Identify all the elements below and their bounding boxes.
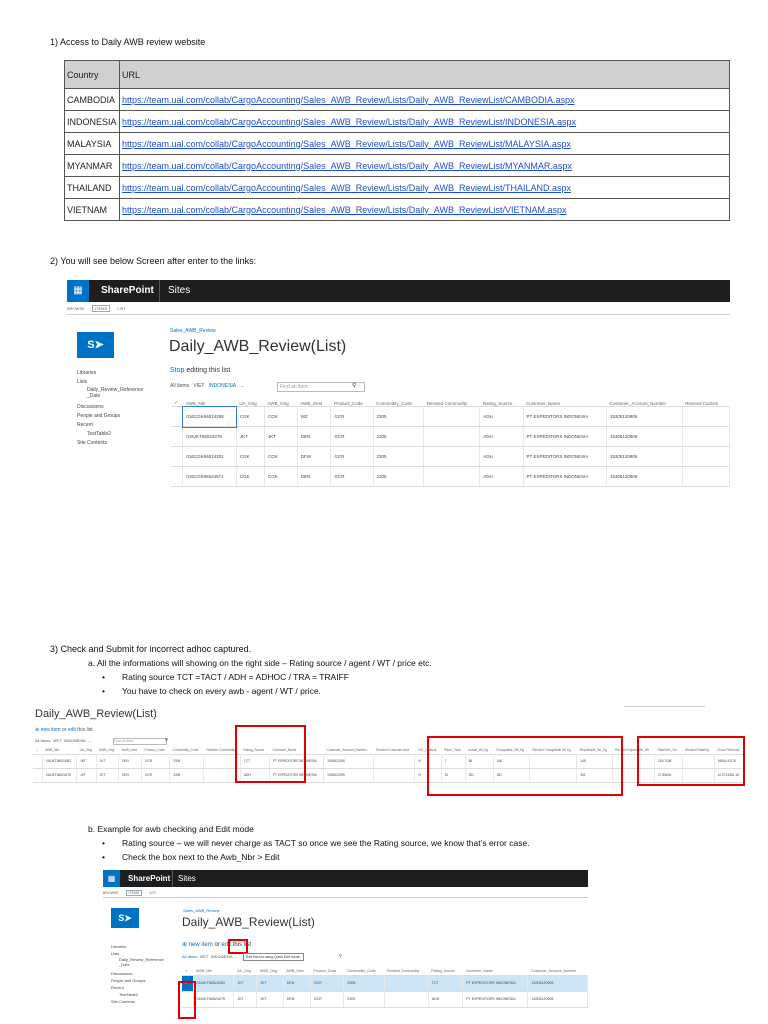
nav-item-site-contents[interactable]: Site Contents (77, 440, 108, 446)
nav-item-testtable2[interactable]: TestTable2 (119, 992, 139, 997)
table-cell: 68 (465, 754, 493, 768)
url-cell (120, 177, 730, 199)
column-header[interactable]: Revised Reportable_Wt (615, 747, 649, 752)
view-viet[interactable]: VIET (193, 383, 205, 389)
search-icon[interactable]: ⚲ (352, 383, 357, 389)
nav-item-recent[interactable]: Recent (77, 422, 93, 428)
country-cell: CAMBODIA (65, 89, 120, 111)
table-cell: DFW (297, 447, 331, 467)
new-item-link[interactable]: new item (188, 942, 213, 948)
table-cell: CGK (236, 447, 264, 467)
table-cell: 148 (493, 754, 529, 768)
table-row[interactable] (171, 447, 730, 467)
table-cell: TCT (240, 754, 269, 768)
nav-item-lists[interactable]: Lists (111, 951, 120, 956)
or-text: or (62, 727, 67, 733)
table-row (65, 155, 730, 177)
breadcrumb[interactable]: Sales_AWB_Review (170, 328, 216, 334)
highlight-rating-source (235, 725, 306, 783)
new-item-icon[interactable]: ⊕ (182, 942, 188, 948)
table-cell: CGK (236, 467, 264, 487)
nav-item-people-and-groups[interactable]: People and Groups (77, 413, 121, 419)
step-2-text: 2) You will see below Screen after enter to the links: (50, 256, 257, 266)
edit-tooltip: Edit this list using Quick Edit mode. (243, 953, 304, 961)
step-3b-text: b. Example for awb checking and Edit mode (88, 824, 254, 834)
table-cell: GCR (331, 447, 373, 467)
highlight-checkbox (178, 981, 196, 1019)
country-cell: THAILAND (65, 177, 120, 199)
table-cell: JKT (236, 427, 264, 447)
table-cell: 27.86604 (654, 768, 682, 782)
table-cell: 361 (493, 768, 529, 782)
column-header[interactable]: Revised Commodity (426, 400, 468, 406)
column-header[interactable]: Commodity_Code (172, 747, 199, 752)
table-cell (424, 407, 480, 427)
column-header[interactable]: Piece_Total (444, 747, 461, 752)
column-header[interactable]: Rating_Source (431, 968, 456, 973)
table-row (65, 133, 730, 155)
column-header[interactable]: Customer_Name (465, 968, 493, 973)
column-header[interactable]: AWB_Dest (286, 968, 304, 973)
column-header[interactable]: UA_Orig (236, 968, 251, 973)
table-cell: DEN (297, 467, 331, 487)
new-item-icon[interactable]: ⊕ (35, 727, 40, 733)
column-header[interactable]: AWB_Orig (99, 747, 115, 752)
column-header[interactable]: Rate/Kilo_Chr (657, 747, 678, 752)
column-header[interactable]: Commodity_Code (376, 400, 413, 406)
column-header[interactable]: Revised Custom (685, 400, 719, 406)
column-header[interactable]: Revised Commodity (206, 747, 235, 752)
view-selector (182, 954, 238, 959)
table-row[interactable] (171, 407, 730, 427)
nav-item-site-contents[interactable]: Site Contents (111, 999, 136, 1004)
country-cell: MYANMAR (65, 155, 120, 177)
row-checkbox[interactable]: ✓ (182, 975, 193, 991)
nav-item-libraries[interactable]: Libraries (111, 944, 127, 949)
column-header[interactable]: Product_Code (313, 968, 337, 973)
edit-link[interactable]: edit (221, 942, 232, 948)
table-cell: 2305 (170, 754, 204, 768)
table-cell: 2305 (373, 427, 424, 447)
url-link[interactable]: https://team.ual.com/collab/CargoAccounting/Sales_AWB_Review/Lists/Daily_AWB_ReviewList/CAMBODIA.aspx (122, 94, 575, 105)
table-row[interactable] (171, 427, 730, 447)
select-all-checkbox[interactable]: ✓ (185, 968, 189, 973)
table-cell (424, 427, 480, 447)
nav-item-daily-review-reference[interactable]: Daily_Review_Reference _Date (87, 387, 144, 399)
table-cell: GCR (310, 991, 344, 1007)
table-cell: PT EXPEDITORS INDONESIA (523, 467, 606, 487)
url-cell (120, 89, 730, 111)
table-header-url: URL (120, 61, 730, 89)
step-3b-bullet-2: • Check the box next to the Awb_Nbr > Edit (122, 852, 279, 862)
table-cell: GCR (142, 754, 170, 768)
table-cell: N (415, 768, 441, 782)
table-cell: DEN (119, 768, 142, 782)
table-cell: DEN (283, 991, 310, 1007)
table-cell: 361 (577, 768, 612, 782)
table-cell: 15305120906 (606, 407, 682, 427)
table-cell: DEN (119, 754, 142, 768)
new-item-bar (35, 727, 93, 733)
this-list-text: this list (232, 942, 252, 948)
highlight-edit-link (228, 939, 248, 954)
url-cell (120, 199, 730, 221)
step-3a-bullet-1: • Rating source TCT =TACT / ADH = ADHOC / TRA = TRAIFF (122, 672, 349, 682)
row-checkbox[interactable] (171, 407, 183, 427)
column-header[interactable]: Customer_Account_Number (326, 747, 367, 752)
url-link[interactable]: https://team.ual.com/collab/CargoAccounting/Sales_AWB_Review/Lists/Daily_AWB_ReviewList/MYANMAR.aspx (122, 160, 572, 171)
sites-link[interactable]: Sites (178, 874, 196, 883)
table-cell: JKT (96, 754, 118, 768)
table-cell: GCR (331, 407, 373, 427)
stop-editing-text: editing this list (184, 367, 231, 374)
step-3-text: 3) Check and Submit for incorrect adhoc captured. (50, 644, 252, 654)
table-cell: 15305120906 (528, 991, 588, 1007)
table-cell: PT EXPEDITORS INDONESIA (269, 768, 323, 782)
ribbon-tab-items[interactable]: ITEMS (126, 890, 143, 896)
table-cell: 016CGK66524301 (183, 447, 237, 467)
ribbon-tab-browse[interactable]: BROWSE (103, 891, 119, 895)
table-row (65, 111, 730, 133)
column-header[interactable]: AWB_Dest (121, 747, 138, 752)
country-url-table (64, 60, 730, 221)
view-viet[interactable]: VIET (199, 954, 209, 959)
table-cell: GCR (142, 768, 170, 782)
step-3a-bullet-2: • You have to check on every awb - agent / WT / price. (122, 686, 321, 696)
url-cell (120, 111, 730, 133)
nav-item-lists[interactable]: Lists (77, 379, 88, 385)
table-cell: ADH (480, 427, 523, 447)
table-cell: 016JKT66524275 (42, 768, 76, 782)
url-link[interactable]: https://team.ual.com/collab/CargoAccounting/Sales_AWB_Review/Lists/Daily_AWB_ReviewList/MALAYSIA.aspx (122, 138, 571, 149)
row-checkbox[interactable] (33, 768, 42, 782)
table-cell: JKT (257, 991, 283, 1007)
view-viet[interactable]: VIET (52, 738, 62, 743)
table-cell: 15305120906 (606, 467, 682, 487)
table-row[interactable] (171, 467, 730, 487)
column-header[interactable]: Customer_Account_Number (530, 968, 577, 973)
table-cell: CGK (265, 467, 298, 487)
table-cell (424, 467, 480, 487)
view-indonesia[interactable]: INDONESIA (208, 383, 237, 389)
table-cell: 1530512090 (324, 768, 373, 782)
nav-item-discussions[interactable]: Discussions (111, 971, 133, 976)
sites-link[interactable]: Sites (168, 285, 191, 296)
table-cell: CGK (236, 407, 264, 427)
list-grid (182, 967, 588, 1008)
quick-launch-nav (77, 369, 157, 448)
ribbon-tab-items[interactable]: ITEMS (92, 305, 110, 312)
nav-item-discussions[interactable]: Discussions (77, 404, 104, 410)
page-title: Daily_AWB_Review(List) (182, 915, 315, 929)
search-icon[interactable]: ⚲ (339, 953, 342, 958)
table-cell: DEN (283, 975, 310, 991)
table-cell: 016JKT66524283 (42, 754, 76, 768)
table-cell: 2305 (344, 991, 384, 1007)
table-cell: 15305120906 (606, 427, 682, 447)
url-link[interactable]: https://team.ual.com/collab/CargoAccounting/Sales_AWB_Review/Lists/Daily_AWB_ReviewList/INDONESIA.aspx (122, 116, 577, 127)
table-header-country: Country (65, 61, 120, 89)
column-header[interactable]: AWB_Dest (300, 400, 323, 406)
table-cell: 016JKT66524275 (193, 991, 234, 1007)
table-cell: 16804.41176 (714, 754, 744, 768)
row-checkbox[interactable] (171, 467, 183, 487)
table-cell: JKT (257, 975, 283, 991)
row-checkbox[interactable] (171, 447, 183, 467)
table-cell: ADH (480, 447, 523, 467)
country-cell: INDONESIA (65, 111, 120, 133)
column-header[interactable]: AWB_Nbr (45, 747, 60, 752)
page-title: Daily_AWB_Review(List) (169, 338, 347, 355)
column-header[interactable]: AWB_Nbr (196, 968, 212, 973)
table-cell: 301 (465, 768, 493, 782)
table-cell: 016JKT66524275 (183, 427, 237, 447)
table-cell: GCR (331, 427, 373, 447)
page-title: Daily_AWB_Review(List) (35, 708, 157, 720)
view-selector (170, 383, 245, 389)
column-header[interactable]: Revised Rate/Kg (685, 747, 710, 752)
breadcrumb[interactable]: Sales_AWB_Review (183, 908, 220, 913)
url-cell (120, 155, 730, 177)
column-header[interactable]: AWB_Nbr (185, 400, 206, 406)
suite-bar (103, 870, 588, 887)
table-cell (682, 407, 729, 427)
table-row (65, 177, 730, 199)
stop-editing-link[interactable]: Stop (170, 367, 185, 374)
table-cell: ADH (480, 467, 523, 487)
column-header[interactable]: AWB_Orig (259, 968, 277, 973)
column-header[interactable]: Commodity_Code (346, 968, 376, 973)
nav-item-libraries[interactable]: Libraries (77, 370, 97, 376)
column-header[interactable]: Revised Commodity (387, 968, 420, 973)
ribbon-tab-browse[interactable]: BROWSE (67, 306, 85, 311)
row-checkbox[interactable] (33, 754, 42, 768)
view-all-items[interactable]: All Items (35, 738, 51, 743)
app-launcher-icon[interactable]: ▦ (67, 280, 89, 302)
site-logo-icon: S➤ (111, 908, 139, 928)
view-more[interactable]: ... (240, 383, 245, 389)
table-cell: ADH (428, 991, 462, 1007)
ribbon-tabs (103, 889, 588, 898)
nav-item-people-and-groups[interactable]: People and Groups (111, 978, 146, 983)
quick-launch-nav (111, 943, 179, 1005)
table-cell: ADH (480, 407, 523, 427)
view-selector (35, 738, 91, 743)
table-cell: CGK (265, 447, 298, 467)
table-row[interactable] (182, 991, 588, 1007)
sharepoint-screenshot-1 (67, 280, 730, 510)
column-header[interactable]: UA_Orig (239, 400, 257, 406)
table-cell: 2305 (170, 768, 204, 782)
view-more[interactable]: ... (234, 954, 239, 959)
column-header[interactable]: Rating_Source (243, 747, 265, 752)
table-cell: 18.07108 (654, 754, 682, 768)
table-cell: 32 (441, 768, 465, 782)
new-item-link[interactable]: new item (40, 727, 61, 733)
column-header[interactable]: Customer_Name (526, 400, 561, 406)
table-cell: GCR (331, 467, 373, 487)
sharepoint-screenshot-3 (103, 870, 588, 1024)
highlight-rates (637, 736, 745, 786)
column-header[interactable]: UA_Orig (79, 747, 92, 752)
row-checkbox[interactable] (171, 427, 183, 447)
table-cell: 148 (577, 754, 612, 768)
table-cell: WZ (297, 407, 331, 427)
table-cell (424, 447, 480, 467)
suite-bar (67, 280, 730, 302)
search-icon[interactable]: ⚲ (165, 737, 168, 742)
highlight-weights (427, 736, 623, 796)
ribbon-tabs (67, 304, 730, 315)
column-header[interactable]: Gross Revenue (717, 747, 740, 752)
ribbon-tab-list[interactable]: LIST (117, 306, 126, 311)
stop-editing-notice (170, 367, 230, 374)
table-cell: 15305120906 (606, 447, 682, 467)
table-cell: GCR (310, 975, 344, 991)
step-3b-bullet-1: • Rating source – we will never charge as TACT so once we see the Rating source, we know that’s error case. (122, 838, 530, 848)
column-header[interactable]: ICS_Loadcnt (417, 747, 437, 752)
list-grid (171, 400, 730, 487)
table-cell: 016CGK66524288 (183, 407, 237, 427)
table-cell (682, 447, 729, 467)
country-cell: MALAYSIA (65, 133, 120, 155)
column-header[interactable]: Product_Code (144, 747, 165, 752)
table-cell: JKT (77, 768, 97, 782)
table-cell: PT EXPEDITORS INDONESIA (523, 407, 606, 427)
table-cell (373, 754, 415, 768)
this-list-text: this list (77, 727, 93, 733)
table-cell: ADH (240, 768, 269, 782)
table-cell: JKT (234, 991, 257, 1007)
table-cell: CGK (265, 407, 298, 427)
column-header[interactable]: Revised Chargeable Wt Kg (532, 747, 571, 752)
app-launcher-icon[interactable]: ▦ (103, 870, 120, 887)
view-indonesia[interactable]: INDONESIA (210, 954, 233, 959)
column-header[interactable]: Actual_Wt_Kg (468, 747, 489, 752)
column-header[interactable]: Revised Customer Acct (376, 747, 410, 752)
table-cell: PT EXPEDITORS INDONESIA (523, 447, 606, 467)
nav-item-recent[interactable]: Recent (111, 985, 124, 990)
nav-item-daily-review-reference[interactable]: Daily_Review_Reference _Date (119, 957, 164, 967)
table-cell: 1530512090 (324, 754, 373, 768)
country-cell: VIETNAM (65, 199, 120, 221)
table-cell (682, 467, 729, 487)
table-cell: 15305120906 (528, 975, 588, 991)
table-cell: JKT (77, 754, 97, 768)
table-row (65, 199, 730, 221)
table-row (65, 89, 730, 111)
table-cell: JKT (234, 975, 257, 991)
view-more[interactable]: ... (87, 738, 92, 743)
table-cell: JKT (265, 427, 298, 447)
nav-item-testtable2[interactable]: TestTable2 (87, 431, 111, 437)
step-1-text: 1) Access to Daily AWB review website (50, 37, 206, 47)
divider (159, 280, 160, 302)
table-cell: TCT (428, 975, 462, 991)
sharepoint-brand[interactable]: SharePoint (128, 874, 171, 883)
search-input[interactable]: Find an item (277, 382, 365, 392)
search-input[interactable]: Find an item (113, 738, 167, 745)
sharepoint-brand[interactable]: SharePoint (101, 285, 154, 296)
table-cell: N (415, 754, 441, 768)
table-row[interactable] (182, 975, 588, 991)
column-header[interactable]: Rating_Source (482, 400, 513, 406)
table-cell: 2305 (344, 975, 384, 991)
column-header[interactable]: Chargeable_Wt_Kg (496, 747, 524, 752)
table-cell (682, 427, 729, 447)
or-text: or (214, 942, 220, 948)
step-3a-text: a. All the informations will showing on the right side – Rating source / agent / WT / price etc. (88, 658, 432, 668)
site-logo-icon: S➤ (77, 332, 114, 358)
table-cell: 2305 (373, 467, 424, 487)
table-cell: PT EXPEDITORS INDONESIA (463, 991, 528, 1007)
table-cell: 016CGK66524571 (183, 467, 237, 487)
url-link[interactable]: https://team.ual.com/collab/CargoAccounting/Sales_AWB_Review/Lists/Daily_AWB_ReviewList/VIETNAM.aspx (122, 204, 567, 215)
url-link[interactable]: https://team.ual.com/collab/CargoAccounting/Sales_AWB_Review/Lists/Daily_AWB_ReviewList/THAILAND.aspx (122, 182, 572, 193)
table-cell (373, 768, 415, 782)
table-cell: 2305 (373, 447, 424, 467)
url-cell (120, 133, 730, 155)
table-cell (384, 991, 428, 1007)
table-cell: PT EXPEDITORS INDONESIA (269, 754, 323, 768)
select-all-checkbox[interactable]: ✓ (174, 400, 178, 405)
view-indonesia[interactable]: INDONESIA (63, 738, 86, 743)
column-header[interactable]: Customer_Account_Number (609, 400, 667, 406)
table-cell: 7 (441, 754, 465, 768)
table-cell: PT EXPEDITORS INDONESIA (523, 427, 606, 447)
table-cell (384, 975, 428, 991)
table-cell: DEN (297, 427, 331, 447)
table-cell: 016JKT66524283 (193, 975, 234, 991)
column-header[interactable]: Customer_Name (272, 747, 297, 752)
ribbon-tab-list[interactable]: LIST (149, 891, 157, 895)
column-header[interactable]: AWB_Orig (267, 400, 289, 406)
column-header[interactable]: Product_Code (333, 400, 363, 406)
table-cell: 2305 (373, 407, 424, 427)
column-header[interactable]: Reportable_Wt_Kg (579, 747, 607, 752)
select-all-checkbox[interactable]: ✓ (36, 747, 39, 752)
divider (172, 870, 173, 887)
sharepoint-screenshot-2 (33, 702, 745, 792)
view-all-items[interactable]: All Items (170, 383, 190, 389)
view-all-items[interactable]: All Items (182, 954, 198, 959)
table-cell: JKT (96, 768, 118, 782)
divider (625, 706, 705, 707)
edit-link[interactable]: edit (67, 727, 76, 733)
table-cell: PT EXPEDITORS INDONESIA (463, 975, 528, 991)
table-cell: 10.9713461.18 (714, 768, 744, 782)
